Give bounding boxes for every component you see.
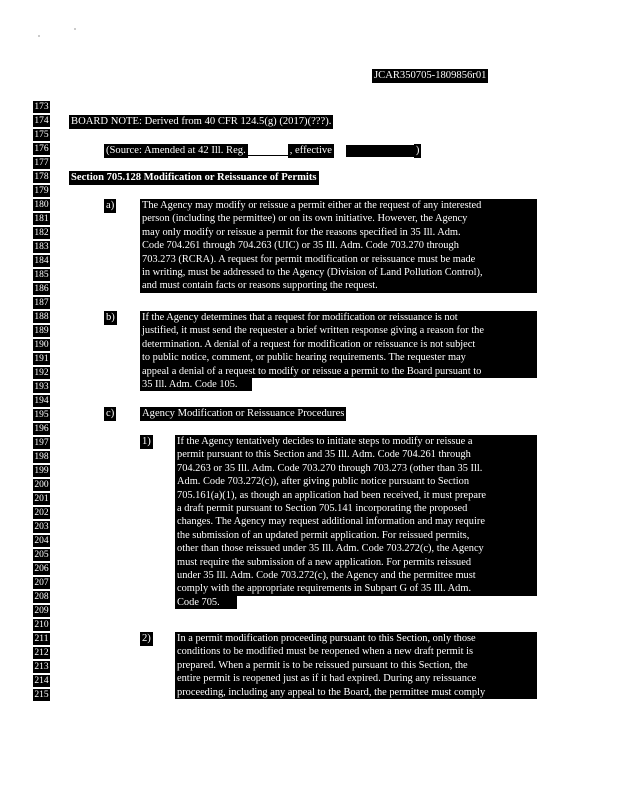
line-number: 192 [34,368,49,378]
line-number: 184 [34,256,49,266]
line-number: 178 [34,172,49,182]
line-number: 199 [34,466,49,476]
line-number: 177 [34,158,49,168]
line-number: 211 [34,634,49,644]
para-b-body [140,311,537,391]
line-number: 176 [34,144,49,154]
para-a-label: a) [106,200,115,211]
line-number: 183 [34,242,49,252]
line-number: 187 [34,298,49,308]
line-number: 188 [34,312,49,322]
source-blank-volume [248,145,288,156]
line-number: 196 [34,424,49,434]
para-a-line: Code 704.261 through 704.263 (UIC) or 35 Ill. Adm. Code 703.270 through [140,239,537,252]
para-b-label: b) [106,312,115,323]
line-number: 195 [34,410,49,420]
line-number: 210 [34,620,49,630]
scan-speck [74,28,76,30]
para-b-line: If the Agency determines that a request for modification or reissuance is not [140,311,537,324]
para-c1-line: must require the submission of a new application. For permits reissued [175,556,537,569]
para-c1-body [175,435,537,609]
para-c1-line: changes. The Agency may request additional information and may require [175,515,537,528]
para-b-line: 35 Ill. Adm. Code 105. [140,378,252,391]
line-number: 205 [34,550,49,560]
para-c1-line: Code 705. [175,596,237,609]
para-c1-line: 705.161(a)(1), as though an application had been received, it must prepare [175,489,537,502]
line-number: 212 [34,648,49,658]
scan-speck [38,35,40,37]
para-c2-body [175,632,537,699]
line-number: 214 [34,676,49,686]
para-a-line: person (including the permittee) or on its own initiative. However, the Agency [140,212,537,225]
para-c1-line: a draft permit pursuant to Section 705.141 incorporating the proposed [175,502,537,515]
section-heading: Section 705.128 Modification or Reissuance of Permits [71,172,317,183]
para-c2-line: In a permit modification proceeding pursuant to this Section, only those [175,632,537,645]
line-number: 175 [34,130,49,140]
para-c2-line: proceeding, including any appeal to the Board, the permittee must comply [175,686,537,699]
para-c1-line: 704.263 or 35 Ill. Adm. Code 703.270 through 703.273 (other than 35 Ill. [175,462,537,475]
line-number: 204 [34,536,49,546]
board-note: BOARD NOTE: Derived from 40 CFR 124.5(g) (2017)(???). [71,116,332,127]
line-number: 203 [34,522,49,532]
para-c2-line: prepared. When a permit is to be reissued pursuant to this Section, the [175,659,537,672]
para-a-line: The Agency may modify or reissue a permit either at the request of any interested [140,199,537,212]
line-number: 193 [34,382,49,392]
line-number: 200 [34,480,49,490]
line-number: 173 [34,102,49,112]
line-number: 190 [34,340,49,350]
para-a-body [140,199,537,293]
para-c1-line: other than those reissued under 35 Ill. Adm. Code 703.272(c), the Agency [175,542,537,555]
source-prefix: (Source: Amended at 42 Ill. Reg. [106,145,246,156]
para-a-line: in writing, must be addressed to the Agency (Division of Land Pollution Control), [140,266,537,279]
para-c1-line: permit pursuant to this Section and 35 Ill. Adm. Code 704.261 through [175,448,537,461]
line-number: 181 [34,214,49,224]
para-c1-label: 1) [142,436,151,447]
document-id: JCAR350705-1809856r01 [374,70,487,81]
para-c1-line: the submission of an updated permit application. For reissued permits, [175,529,537,542]
line-number: 194 [34,396,49,406]
line-number: 197 [34,438,49,448]
line-number: 189 [34,326,49,336]
source-suffix: ) [415,145,420,156]
para-c2-line: entire permit is reopened just as if it had expired. During any reissuance [175,672,537,685]
line-number: 206 [34,564,49,574]
para-c2-line: conditions to be modified must be reopened when a new draft permit is [175,645,537,658]
para-b-line: determination. A denial of a request for modification or reissuance is not subject [140,338,537,351]
para-c1-line: comply with the appropriate requirements in Subpart G of 35 Ill. Adm. [175,582,537,595]
line-number: 179 [34,186,49,196]
line-number: 207 [34,578,49,588]
para-c2-label: 2) [142,633,151,644]
para-c-heading: Agency Modification or Reissuance Procedures [142,408,345,419]
para-c-label: c) [106,408,115,419]
para-b-line: appeal a denial of a request to modify or reissue a permit to the Board pursuant to [140,365,537,378]
line-number: 191 [34,354,49,364]
line-number: 182 [34,228,49,238]
para-a-line: and must contain facts or reasons supporting the request. [140,279,537,292]
line-number: 186 [34,284,49,294]
line-number: 174 [34,116,49,126]
para-c1-line: under 35 Ill. Adm. Code 703.272(c), the Agency and the permittee must [175,569,537,582]
line-number: 201 [34,494,49,504]
line-number: 209 [34,606,49,616]
line-number: 198 [34,452,49,462]
line-number: 180 [34,200,49,210]
para-c1-line: If the Agency tentatively decides to initiate steps to modify or reissue a [175,435,537,448]
para-a-line: 703.273 (RCRA). A request for permit modification or reissuance must be made [140,253,537,266]
line-number: 213 [34,662,49,672]
para-c1-line: Adm. Code 703.272(c)), after giving public notice pursuant to Section [175,475,537,488]
line-number: 202 [34,508,49,518]
para-b-line: to public notice, comment, or public hearing requirements. The requester may [140,351,537,364]
line-number: 215 [34,690,49,700]
para-a-line: may only modify or reissue a permit for the reasons specified in 35 Ill. Adm. [140,226,537,239]
source-middle: , effective [289,145,332,156]
source-note [104,144,421,158]
line-number: 208 [34,592,49,602]
line-number: 185 [34,270,49,280]
para-b-line: justified, it must send the requester a brief written response giving a reason for the [140,324,537,337]
source-blank-date [346,145,414,157]
